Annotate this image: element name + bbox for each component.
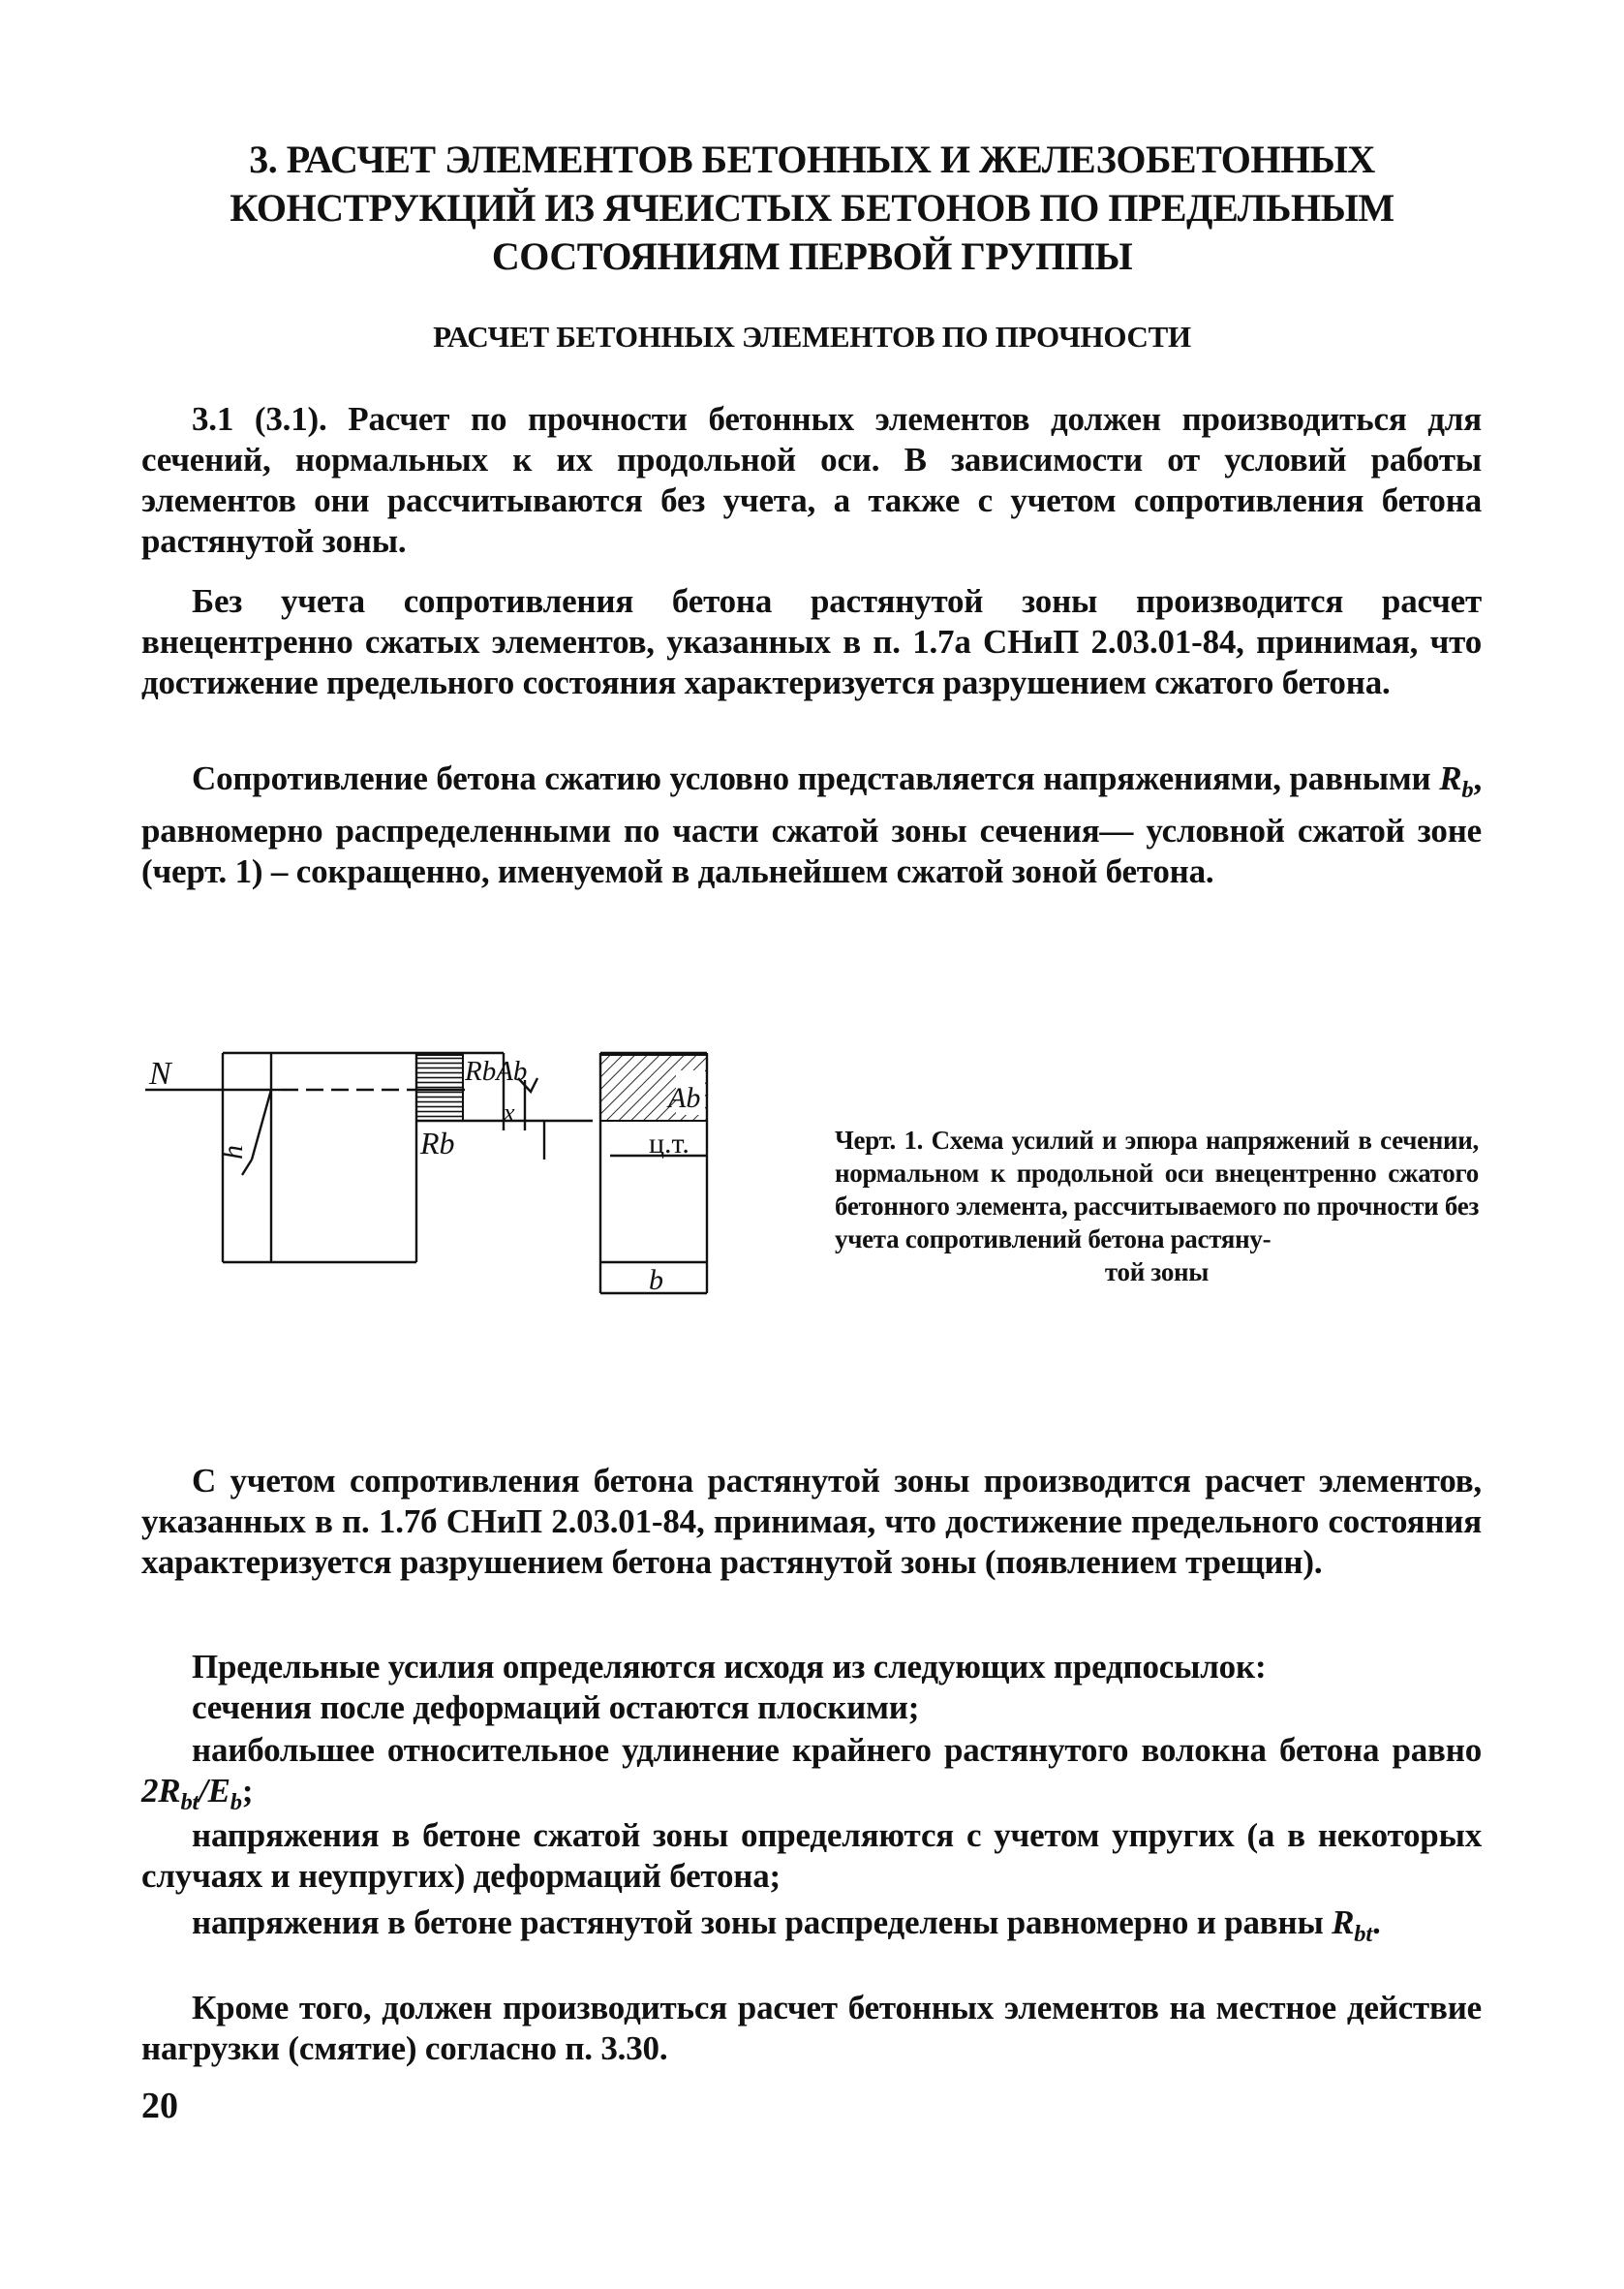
p3-after: , равномерно распределенными по части сжатой зоны сечения— условной сжатой зоне (черт. 1) – сокращенно, именуемой в дальнейшем сжатой зоной бетона. [141,759,1482,890]
label-b: b [649,1264,663,1296]
assumption-max-elongation [141,1730,1482,1823]
label-h: h [217,1145,249,1160]
heading-line-2: КОНСТРУКЦИЙ ИЗ ЯЧЕИСТЫХ БЕТОНОВ ПО ПРЕДЕЛЬНЫМ [230,186,1394,230]
p9-after: . [1371,1903,1381,1941]
caption-last-line: той зоны [1104,1257,1210,1286]
p3-before: Сопротивление бетона сжатию условно представляется напряжениями, равными [192,759,1440,797]
paragraph-with-tension: С учетом сопротивления бетона растянутой зоны производится расчет элементов, указанных в п. 1.7б СНиП 2.03.01-84, принимая, что достижение предельного состояния характеризуется разрушением бетона растянутой зоны (появлением трещин). [141,1462,1482,1581]
heading-line-1: 3. РАСЧЕТ ЭЛЕМЕНТОВ БЕТОННЫХ И ЖЕЛЕЗОБЕТОННЫХ [249,138,1375,181]
label-rbab: RbAb [465,1056,528,1087]
label-n: N [149,1056,171,1092]
figure-1-diagram [145,1051,765,1342]
assumption-compressed-stress: напряжения в бетоне сжатой зоны определяются с учетом упругих (а в некоторых случаях и неупругих) деформаций бетона; [141,1816,1482,1895]
label-centroid: ц.т. [649,1128,689,1160]
caption-text: Черт. 1. Схема усилий и эпюра напряжений в сечении, нормальном к продольной оси внецентренно сжатого бетонного элемента, рассчитываемого по прочности без учета сопротивлений бетона растяну- [835,1126,1479,1253]
p7-after: ; [241,1772,254,1810]
formula-elongation: $2R_{bt}/E_b$ [141,1772,242,1815]
page-number: 20 [141,2086,178,2126]
section-heading [145,136,1479,281]
heading-line-3: СОСТОЯНИЯМ ПЕРВОЙ ГРУППЫ [491,234,1133,278]
paragraph-3-1 [141,399,1482,562]
paragraph-assumptions: Предельные усилия определяются исходя из следующих предпосылок: [192,1648,1267,1686]
p9-before: напряжения в бетоне растянутой зоны распределены равномерно и равны [192,1903,1333,1941]
paragraph-compression-resistance [141,758,1482,892]
clause-number: 3.1 (3.1). [192,400,327,438]
symbol-rb: $R_b$ [1439,759,1474,803]
figure-1-caption [835,1124,1479,1288]
label-rb: Rb [420,1126,455,1160]
paragraph-local-load: Кроме того, должен производиться расчет бетонных элементов на местное действие нагрузки (смятие) согласно п. 3.30. [141,1989,1482,2067]
force-stress-diagram [145,1051,765,1342]
stress-block-rb [416,1055,463,1121]
subsection-heading: РАСЧЕТ БЕТОННЫХ ЭЛЕМЕНТОВ ПО ПРОЧНОСТИ [433,320,1191,354]
label-ab: Ab [668,1082,701,1114]
p7-before: наибольшее относительное удлинение крайнего растянутого волокна бетона равно [192,1731,1482,1769]
paragraph-without-tension: Без учета сопротивления бетона растянутой зоны производится расчет внецентренно сжатых элементов, указанных в п. 1.7а СНиП 2.03.01-84, принимая, что достижение предельного состояния характеризуется разрушением сжатого бетона. [141,582,1482,701]
assumption-plane-sections: сечения после деформаций остаются плоскими; [192,1688,920,1726]
label-x: x [504,1098,515,1127]
assumption-tension-stress [141,1902,1482,1955]
symbol-rbt: $R_{bt}$ [1332,1903,1372,1947]
paragraph-3-1-text: Расчет по прочности бетонных элементов должен производиться для сечений, нормальных к их продольной оси. В зависимости от условий работы элементов они рассчитываются без учета, а также с учетом сопротивления бетона растянутой зоны. [141,400,1482,560]
